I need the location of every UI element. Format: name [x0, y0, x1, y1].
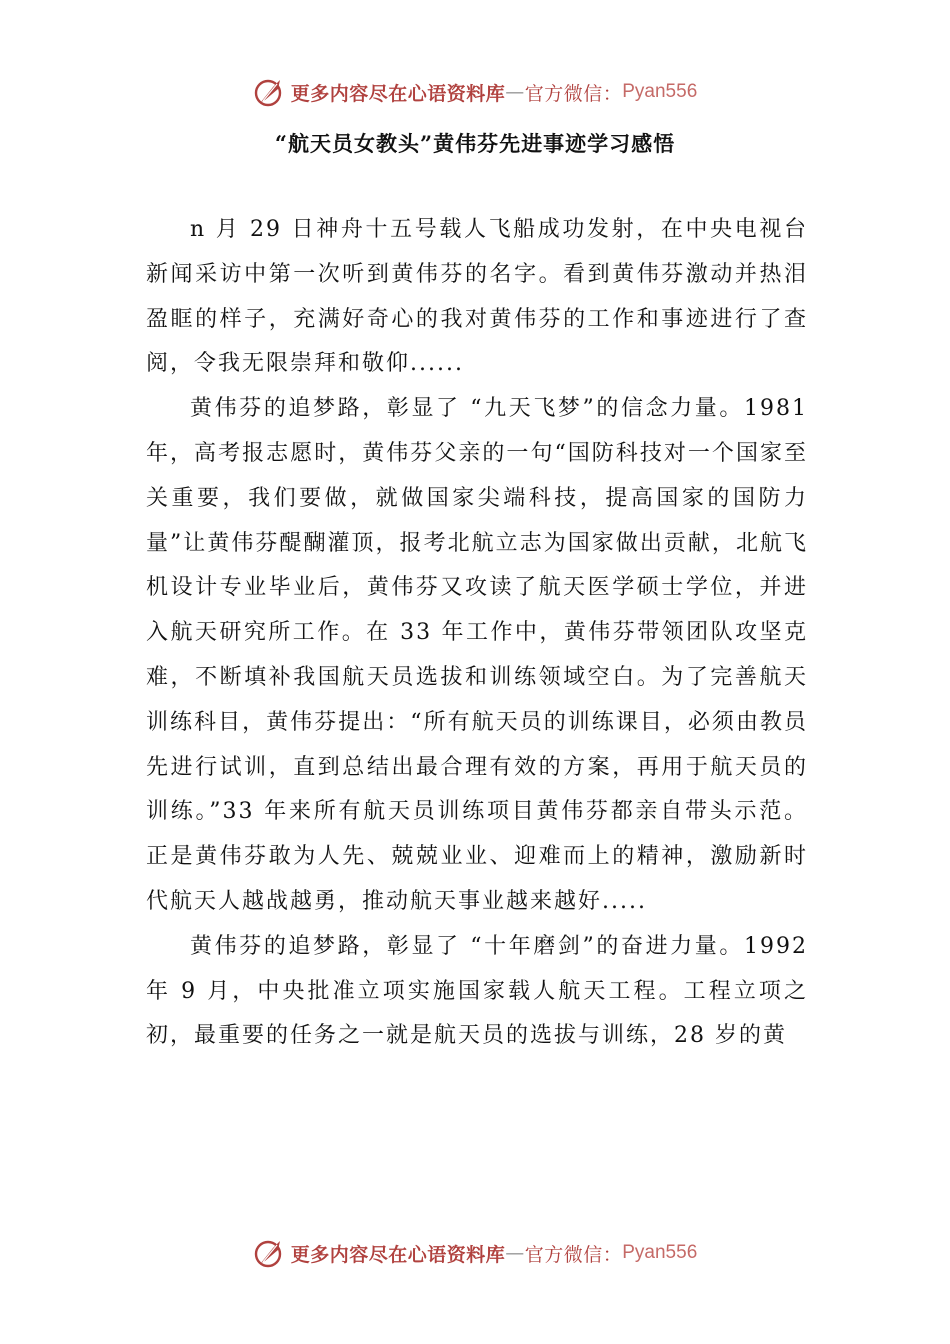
feather-pen-logo-icon	[253, 1236, 287, 1270]
document-body	[146, 208, 808, 1059]
banner-separator: —	[505, 1242, 525, 1264]
paragraph-1: n 月 29 日神舟十五号载人飞船成功发射，在中央电视台新闻采访中第一次听到黄伟芬的名字。看到黄伟芬激动并热泪盈眶的样子，充满好奇心的我对黄伟芬的工作和事迹进行了查阅，令我无限崇拜和敬仰......	[146, 217, 808, 377]
header-banner	[0, 72, 950, 112]
paragraph-2: 黄伟芬的追梦路，彰显了 “九天飞梦”的信念力量。1981 年，高考报志愿时，黄伟芬父亲的一句“国防科技对一个国家至关重要，我们要做，就做国家尖端科技，提高国家的国防力量”让黄伟芬醍醐灌顶，报考北航立志为国家做出贡献，北航飞机设计专业毕业后，黄伟芬又攻读了航天医学硕士学位，并进入航天研究所工作。在 33 年工作中，黄伟芬带领团队攻坚克难，不断填补我国航天员选拔和训练领域空白。为了完善航天训练科目，黄伟芬提出：“所有航天员的训练课目，必须由教员先进行试训，直到总结出最合理有效的方案，再用于航天员的训练。”33 年来所有航天员训练项目黄伟芬都亲自带头示范。正是黄伟芬敢为人先、兢兢业业、迎难而上的精神，激励新时代航天人越战越勇，推动航天事业越来越好.....	[146, 396, 808, 914]
footer-banner	[0, 1233, 950, 1273]
banner-main-text: 更多内容尽在心语资料库	[290, 82, 506, 105]
banner-main-text: 更多内容尽在心语资料库	[290, 1243, 506, 1266]
banner-wechat-label: 官方微信：	[524, 1243, 623, 1266]
banner-wechat-id: Pyan556	[622, 81, 698, 102]
feather-pen-logo-icon	[253, 75, 287, 109]
banner-separator: —	[505, 81, 525, 103]
paragraph-3: 黄伟芬的追梦路，彰显了 “十年磨剑”的奋进力量。1992 年 9 月，中央批准立项实施国家载人航天工程。工程立项之初，最重要的任务之一就是航天员的选拔与训练，28 岁的黄	[146, 933, 808, 1049]
banner-wechat-label: 官方微信：	[524, 82, 623, 105]
banner-wechat-id: Pyan556	[622, 1242, 698, 1263]
document-title: “航天员女教头”黄伟芬先进事迹学习感悟	[274, 131, 676, 156]
